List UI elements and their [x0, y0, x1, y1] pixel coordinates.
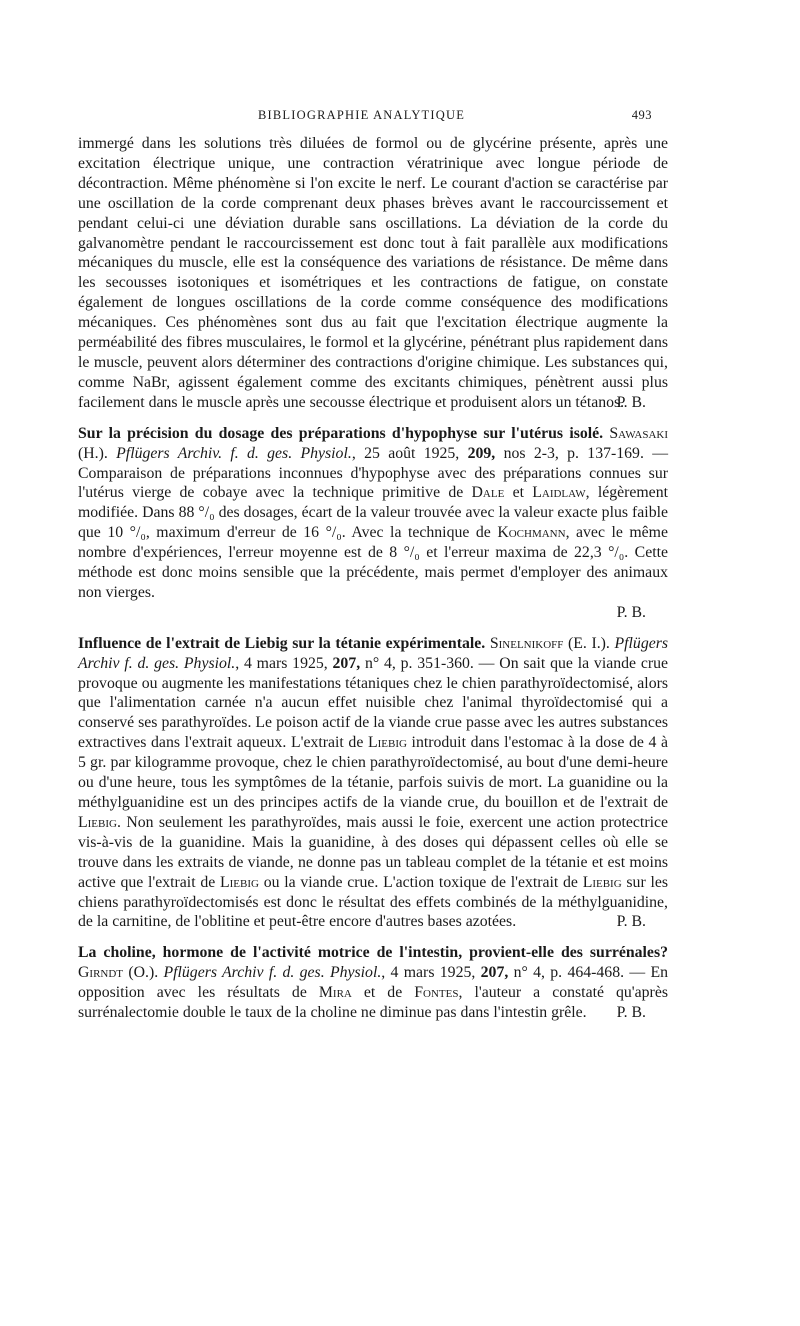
continuation-paragraph: [78, 134, 668, 413]
author-name: Fontes: [414, 984, 459, 1002]
entry-author: Sinelnikoff: [489, 634, 564, 652]
signature: P. B.: [616, 913, 646, 931]
entry-title: Sur la précision du dosage des préparations d'hypophyse sur l'utérus isolé.: [78, 424, 604, 442]
text-column: [78, 134, 668, 1023]
signature: P. B.: [616, 393, 646, 411]
entry-initials: (E. I.).: [568, 634, 610, 652]
entry-date: 4 mars 1925,: [243, 654, 328, 672]
entry-body: , avec le même nombre d'expériences, l'erreur moyenne est de 8 °/₀ et l'erreur maxima de 22,3 °/₀. Cette méthode est donc moins sensible que la précédente, mais permet d'employer des animaux non vierges.: [78, 524, 668, 601]
entry-body: , légèrement modifiée. Dans 88 °/₀ des dosages, écart de la valeur trouvée avec la valeur exacte plus faible que 10 °/₀, maximum d'erreur de 16 °/₀. Avec la technique de: [78, 484, 668, 542]
entry-body: et de: [351, 984, 415, 1002]
entry-body: et: [504, 484, 533, 502]
entry-initials: (O.).: [128, 964, 159, 982]
entry-issue: n° 4, p. 464-468.: [513, 964, 625, 982]
author-name: Liebig: [219, 873, 259, 891]
entry-volume: 207,: [332, 654, 361, 672]
page-number: 493: [631, 108, 652, 122]
entry-body: — En opposition avec les résultats de: [78, 964, 669, 1002]
author-name: Kochmann: [497, 524, 566, 542]
entry-body: ou la viande crue. L'action toxique de l'extrait de: [258, 873, 583, 891]
entry-issue: nos 2-3, p. 137-169.: [503, 444, 644, 462]
author-name: Liebig: [78, 813, 117, 831]
entry-hypophyse: Sur la précision du dosage des préparations d'hypophyse sur l'utérus isolé. Sawasaki (H.). Pflügers Archiv. f. d. ges. Physiol., 25 août 1925, 209, nos 2-3, p. 137-169. — Comparaison de préparations inconnues d'hypophyse avec des préparations connues sur l'utérus vierge de cobaye avec la technique primitive de Dale et Laidlaw, légèrement modifiée. Dans 88 °/₀ des dosages, écart de la valeur trouvée avec la valeur exacte plus faible que 10 °/₀, maximum d'erreur de 16 °/₀. Avec la technique de Kochmann, avec le même nombre d'expériences, l'erreur moyenne est de 8 °/₀ et l'erreur maxima de 22,3 °/₀. Cette méthode est donc moins sensible que la précédente, mais permet d'employer des animaux non vierges. P. B.: [78, 424, 669, 621]
entry-journal: Pflügers Archiv. f. d. ges. Physiol.: [116, 444, 352, 462]
author-name: Liebig: [367, 734, 407, 752]
signature: P. B.: [616, 1004, 646, 1022]
entry-body: introduit dans l'estomac à la dose de 4 à 5 gr. par kilogramme provoque, chez le chien parathyroïdectomisé, au bout d'une demi-heure ou d'une heure, tous les symptômes de la tétanie, parfois suivis de mort. La guanidine ou la méthylguanidine est un des principes actifs de la viande crue, du bouillon et de l'extrait de: [78, 734, 668, 812]
entry-author: Girndt: [78, 964, 124, 982]
entry-initials: (H.).: [78, 444, 108, 462]
entry-volume: 207,: [480, 964, 509, 982]
entry-body: — Comparaison de préparations inconnues d'hypophyse avec des préparations connues sur l'utérus vierge de cobaye avec la technique primitive de: [78, 444, 669, 502]
entry-body: . Non seulement les parathyroïdes, mais aussi le foie, exercent une action protectrice vis-à-vis de la guanidine. Mais la guanidine, à des doses qui dépassent celles où elle se trouve dans les extraits de viande, ne donne pas un tableau complet de la tétanie et est moins active que l'extrait de: [78, 813, 668, 891]
author-name: Mira: [318, 984, 352, 1002]
entry-body: — On sait que la viande crue provoque ou augmente les manifestations tétaniques chez le chien parathyroïdectomisé, alors que l'alimentation carnée n'a aucun effet nuisible chez l'animal thyroïdectomisé qui a conservé ses parathyroïdes. Le poison actif de la viande crue passe avec les autres substances extractives dans l'extrait aqueux. L'extrait de: [78, 654, 669, 752]
continuation-text: immergé dans les solutions très diluées de formol ou de glycérine présente, après une excitation électrique unique, une contraction vératrinique avec longue période de décontraction. Même phénomène si l'on excite le nerf. Le courant d'action se caractérise par une oscillation de la corde comprenant deux phases brèves avant le raccourcissement et pendant celui-ci une déviation durable sans oscillations. La déviation de la corde du galvanomètre pendant le raccourcissement est donc tout à fait parallèle aux modifications mécaniques du muscle, elle est la conséquence des variations de résistance. De même dans les secousses isotoniques et isométriques et les contractions de fatigue, on constate également de longues oscillations de la corde comme conséquence des modifications mécaniques. Ces phénomènes sont dus au fait que l'excitation électrique augmente la perméabilité des fibres musculaires, le formol et la glycérine, pénétrant plus rapidement dans le muscle, peuvent alors déterminer des contractions d'origine chimique. Les substances qui, comme NaBr, agissent également comme des excitants chimiques, pénètrent aussi plus facilement dans le muscle après une secousse électrique et produisent alors un tétanos.: [78, 135, 668, 411]
entry-date: , 4 mars 1925,: [381, 964, 476, 982]
entry-body: sur les chiens parathyroïdectomisés est donc le résultat des effets combinés de la méthylguanidine, de la carnitine, de l'oblitine et peut-être encore d'autres bases azotées.: [78, 873, 669, 931]
entry-issue: n° 4, p. 351-360.: [364, 654, 474, 672]
entry-author: Sawasaki: [609, 424, 669, 442]
entry-title: La choline, hormone de l'activité motrice de l'intestin, provient-elle des surrénales?: [78, 944, 668, 962]
running-title: BIBLIOGRAPHIE ANALYTIQUE: [258, 108, 466, 122]
entry-title: Influence de l'extrait de Liebig sur la tétanie expérimentale.: [78, 634, 486, 652]
entry-journal: Pflügers Archiv f. d. ges. Physiol.: [163, 964, 382, 982]
signature: P. B.: [616, 603, 646, 621]
author-name: Liebig: [582, 873, 622, 891]
entry-volume: 209,: [467, 444, 496, 462]
author-name: Dale: [471, 484, 505, 502]
entry-body: , l'auteur a constaté qu'après surrénalectomie double le taux de la choline ne diminue pas dans l'intestin grêle.: [78, 984, 668, 1022]
entry-journal: Pflügers Archiv f. d. ges. Physiol.: [78, 634, 669, 672]
entry-choline: [78, 943, 668, 1023]
entry-liebig: Influence de l'extrait de Liebig sur la tétanie expérimentale. Sinelnikoff (E. I.). Pflügers Archiv f. d. ges. Physiol., 4 mars 1925, 207, n° 4, p. 351-360. — On sait que la viande crue provoque ou augmente les manifestations tétaniques chez le chien parathyroïdectomisé, alors que l'alimentation carnée n'a aucun effet nuisible chez l'animal thyroïdectomisé qui a conservé ses parathyroïdes. Le poison actif de la viande crue passe avec les autres substances extractives dans l'extrait aqueux. L'extrait de Liebig introduit dans l'estomac à la dose de 4 à 5 gr. par kilogramme provoque, chez le chien parathyroïdectomisé, au bout d'une demi-heure ou d'une heure, tous les symptômes de la tétanie, parfois suivis de mort. La guanidine ou la méthylguanidine est un des principes actifs de la viande crue, du bouillon et de l'extrait de Liebig. Non seulement les parathyroïdes, mais aussi le foie, exercent une action protectrice vis-à-vis de la guanidine. Mais la guanidine, à des doses qui dépassent celles où elle se trouve dans les extraits de viande, ne donne pas un tableau complet de la tétanie et est moins active que l'extrait de Liebig ou la viande crue. L'action toxique de l'extrait de Liebig sur les chiens parathyroïdectomisés est donc le résultat des effets combinés de la méthylguanidine, de la carnitine, de l'oblitine et peut-être encore d'autres bases azotées. P. B.: [78, 634, 669, 931]
author-name: Laidlaw: [532, 484, 586, 502]
entry-date: 25 août 1925,: [364, 444, 460, 462]
